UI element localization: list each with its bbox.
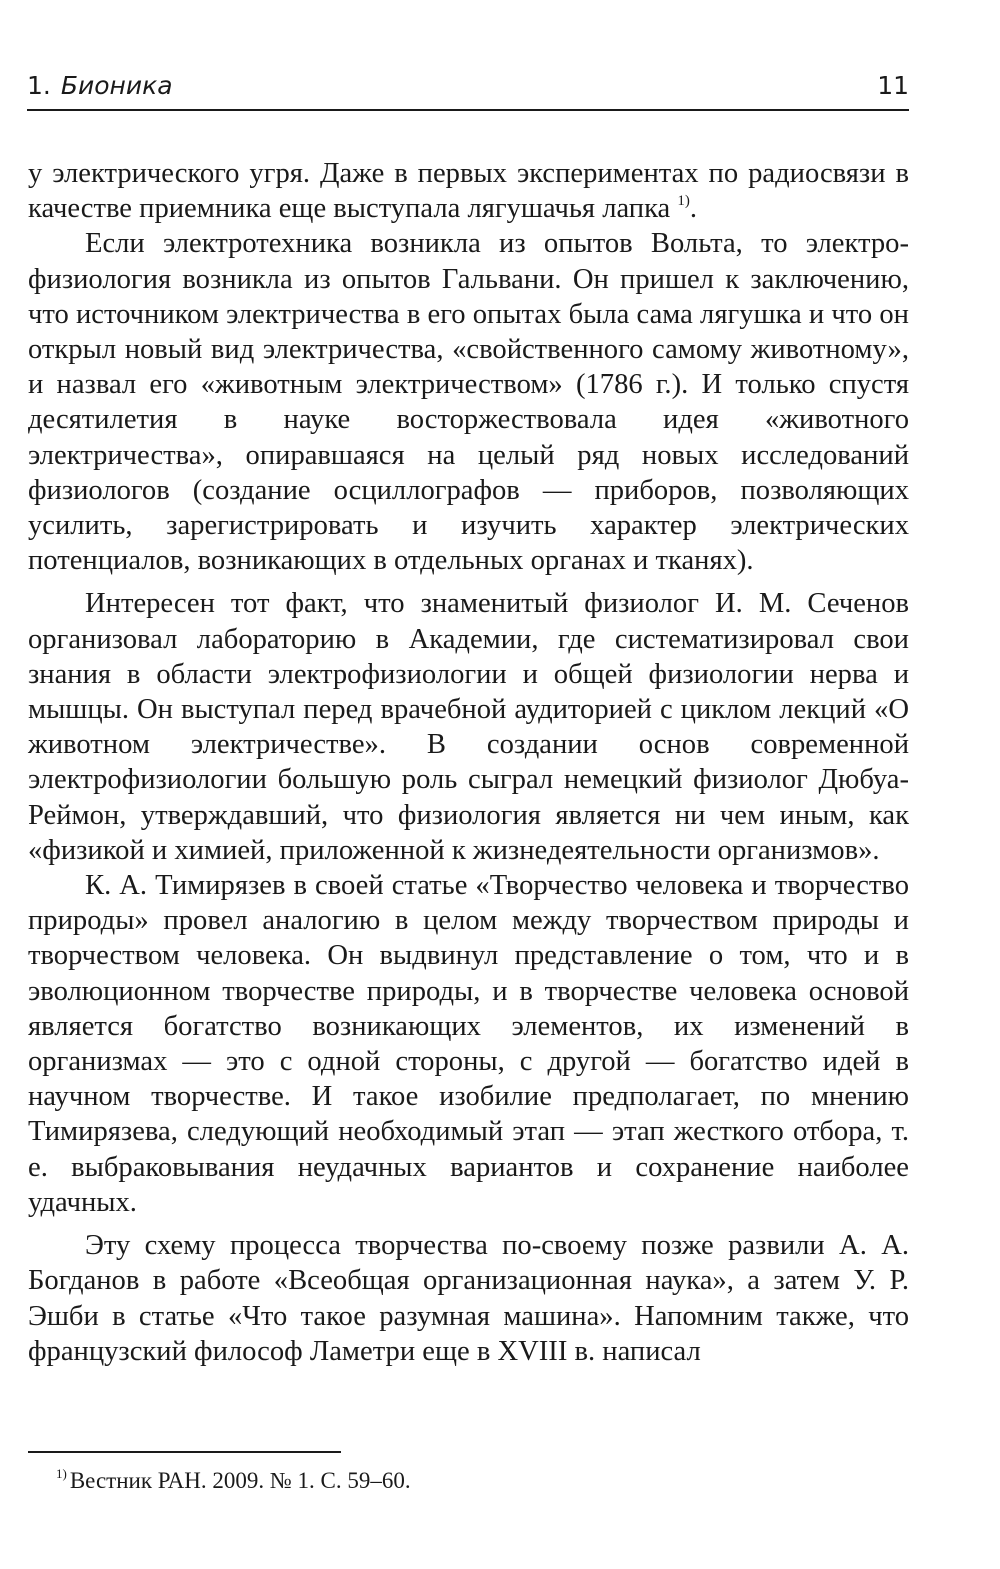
chapter-title: Бионика: [60, 71, 173, 100]
paragraph-4: К. А. Тимирязев в своей статье «Творчество человека и творчество природы» провел аналогию в целом между творчеством природы и творчеством человека. Он выдвинул представление о том, что и в эволюционном творчестве природы, и в творчестве человека основой является богатство возникающих элементов, их изменений в организмах — это с одной стороны, с другой — богатство идей в научном творчестве. И такое изобилие предполагает, по мнению Тимирязева, следующий необходимый этап — этап жесткого отбора, т. е. выбраковывания неудачных вариантов и сохранение наиболее удачных.: [28, 870, 909, 1218]
body-text: [28, 156, 909, 1369]
footnote-rule: [28, 1451, 341, 1453]
footnote-marker: 1): [56, 1466, 67, 1481]
footnote-reference: 1): [677, 193, 690, 210]
paragraph-2: Если электротехника возникла из опытов Вольта, то электрофизиология возникла из опытов Гальвани. Он пришел к заключению, что источником электричества в его опытах была сама лягушка и что он открыл новый вид электричества, «свойственного самому животному», и назвал его «животным электричеством» (1786 г.). И только спустя десятилетия в науке восторжествовала идея «животного электричества», опиравшаяся на целый ряд новых исследований физиологов (создание осциллографов — приборов, позволяющих усилить, зарегистрировать и изучить характер электрических потенциалов, возникающих в отдельных органах и тканях).: [28, 228, 909, 577]
page-number: 11: [877, 71, 909, 100]
paragraph-5: Эту схему процесса творчества по-своему позже развили А. А. Богданов в работе «Всеобщая организационная наука», а затем У. Р. Эшби в статье «Что такое разумная машина». Напомним также, что французский философ Ламетри еще в XVIII в. написал: [28, 1230, 909, 1367]
chapter-heading: [27, 66, 173, 106]
paragraph-1: [28, 156, 909, 226]
paragraph-1-text: у электрического угря. Даже в первых экспериментах по радиосвязи в качестве приемника еще выступала лягушачья лапка: [28, 158, 909, 225]
running-head: [27, 66, 909, 106]
header-rule: [27, 109, 909, 111]
paragraph-3: Интересен тот факт, что знаменитый физиолог И. М. Сеченов организовал лабораторию в Академии, где систематизировал свои знания в области электрофизиологии и общей физиологии нерва и мышцы. Он выступал перед врачебной аудиторией с циклом лекций «О животном электричестве». В создании основ современной электрофизиологии большую роль сыграл немецкий физиолог Дюбуа-Реймон, утверждавший, что физиология является ни чем иным, как «физикой и химией, приложенной к жизнедеятельности организмов».: [28, 588, 909, 866]
footnote: [56, 1465, 906, 1497]
footnote-text: Вестник РАН. 2009. № 1. С. 59–60.: [69, 1468, 411, 1493]
chapter-number: 1.: [27, 71, 51, 100]
paragraph-1-end: .: [689, 193, 698, 225]
